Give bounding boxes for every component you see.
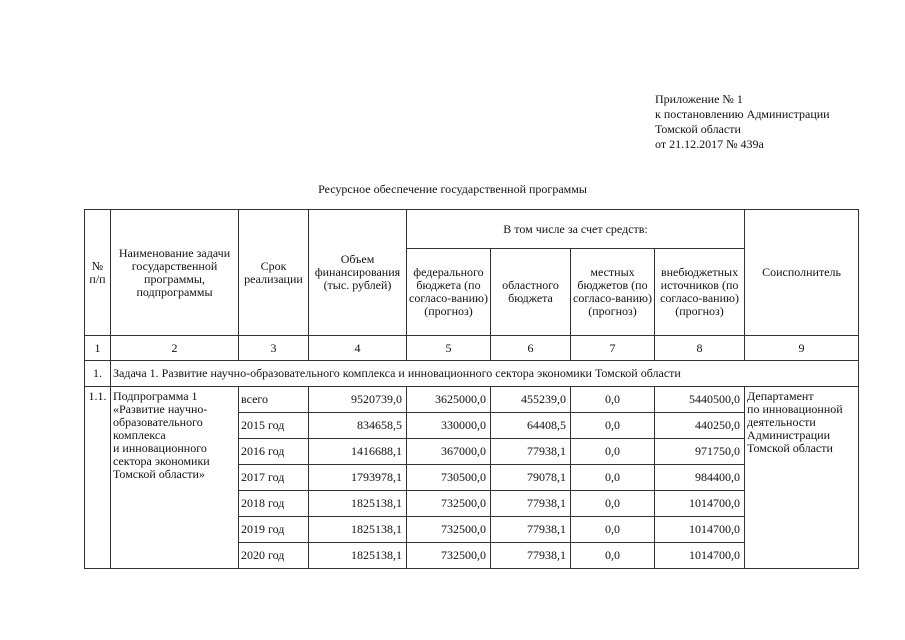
cell-offbudget: 1014700,0 [655, 543, 745, 569]
cell-regional: 77938,1 [491, 439, 571, 465]
cell-offbudget: 984400,0 [655, 465, 745, 491]
cell-local: 0,0 [571, 517, 655, 543]
cell-offbudget: 5440500,0 [655, 387, 745, 413]
cell-offbudget: 1014700,0 [655, 517, 745, 543]
cell-offbudget: 1014700,0 [655, 491, 745, 517]
cell-term: 2018 год [239, 491, 309, 517]
cell-federal: 732500,0 [407, 491, 491, 517]
column-number: 4 [309, 336, 407, 361]
header-co-executor: Соисполнитель [745, 210, 859, 336]
header-regional: областного бюджета [491, 249, 571, 336]
cell-local: 0,0 [571, 491, 655, 517]
cell-volume: 9520739,0 [309, 387, 407, 413]
appendix-line-2: к постановлению Администрации [655, 107, 830, 121]
column-number: 5 [407, 336, 491, 361]
cell-offbudget: 971750,0 [655, 439, 745, 465]
cell-regional: 77938,1 [491, 517, 571, 543]
appendix-line-1: Приложение № 1 [655, 92, 743, 106]
subprogram-name: Подпрограмма 1 «Развитие научно- образовательного комплекса и инновационного сектора экономики Томской области» [111, 387, 239, 569]
cell-term: 2017 год [239, 465, 309, 491]
table-row [85, 387, 859, 413]
cell-term: 2020 год [239, 543, 309, 569]
cell-federal: 732500,0 [407, 543, 491, 569]
subprogram-num: 1.1. [85, 387, 111, 569]
header-num: № п/п [85, 210, 111, 336]
cell-local: 0,0 [571, 387, 655, 413]
cell-federal: 730500,0 [407, 465, 491, 491]
cell-term: 2019 год [239, 517, 309, 543]
header-local: местных бюджетов (по согласо-ванию) (прогноз) [571, 249, 655, 336]
task-num: 1. [85, 361, 111, 387]
cell-regional: 455239,0 [491, 387, 571, 413]
header-volume: Объем финансирования (тыс. рублей) [309, 210, 407, 336]
cell-regional: 77938,1 [491, 543, 571, 569]
header-term: Срок реализации [239, 210, 309, 336]
cell-term: 2016 год [239, 439, 309, 465]
cell-offbudget: 440250,0 [655, 413, 745, 439]
column-number: 2 [111, 336, 239, 361]
cell-regional: 64408,5 [491, 413, 571, 439]
cell-volume: 834658,5 [309, 413, 407, 439]
header-offbudget: внебюджетных источников (по согласо-ванию) (прогноз) [655, 249, 745, 336]
subprogram-co-executor: Департамент по инновационной деятельности Администрации Томской области [745, 387, 859, 569]
cell-volume: 1825138,1 [309, 543, 407, 569]
cell-regional: 79078,1 [491, 465, 571, 491]
cell-federal: 732500,0 [407, 517, 491, 543]
column-number: 6 [491, 336, 571, 361]
document-title: Ресурсное обеспечение государственной программы [318, 182, 587, 196]
column-number: 9 [745, 336, 859, 361]
header-federal: федерального бюджета (по согласо-ванию) (прогноз) [407, 249, 491, 336]
cell-federal: 367000,0 [407, 439, 491, 465]
column-number: 8 [655, 336, 745, 361]
cell-local: 0,0 [571, 465, 655, 491]
cell-term: всего [239, 387, 309, 413]
cell-local: 0,0 [571, 439, 655, 465]
cell-volume: 1825138,1 [309, 491, 407, 517]
task-text: Задача 1. Развитие научно-образовательного комплекса и инновационного сектора экономики Томской области [111, 361, 859, 387]
cell-volume: 1793978,1 [309, 465, 407, 491]
cell-federal: 3625000,0 [407, 387, 491, 413]
task-row [85, 361, 859, 387]
cell-federal: 330000,0 [407, 413, 491, 439]
cell-term: 2015 год [239, 413, 309, 439]
cell-regional: 77938,1 [491, 491, 571, 517]
header-name: Наименование задачи государственной программы, подпрограммы [111, 210, 239, 336]
header-row-1 [85, 210, 859, 249]
header-including: В том числе за счет средств: [407, 210, 745, 249]
cell-volume: 1416688,1 [309, 439, 407, 465]
resource-table [84, 209, 859, 569]
cell-local: 0,0 [571, 413, 655, 439]
column-number: 1 [85, 336, 111, 361]
appendix-line-3: Томской области [655, 122, 741, 136]
cell-local: 0,0 [571, 543, 655, 569]
column-number: 3 [239, 336, 309, 361]
column-number: 7 [571, 336, 655, 361]
appendix-block [655, 92, 830, 152]
appendix-line-4: от 21.12.2017 № 439а [655, 137, 764, 151]
cell-volume: 1825138,1 [309, 517, 407, 543]
column-numbers-row [85, 336, 859, 361]
